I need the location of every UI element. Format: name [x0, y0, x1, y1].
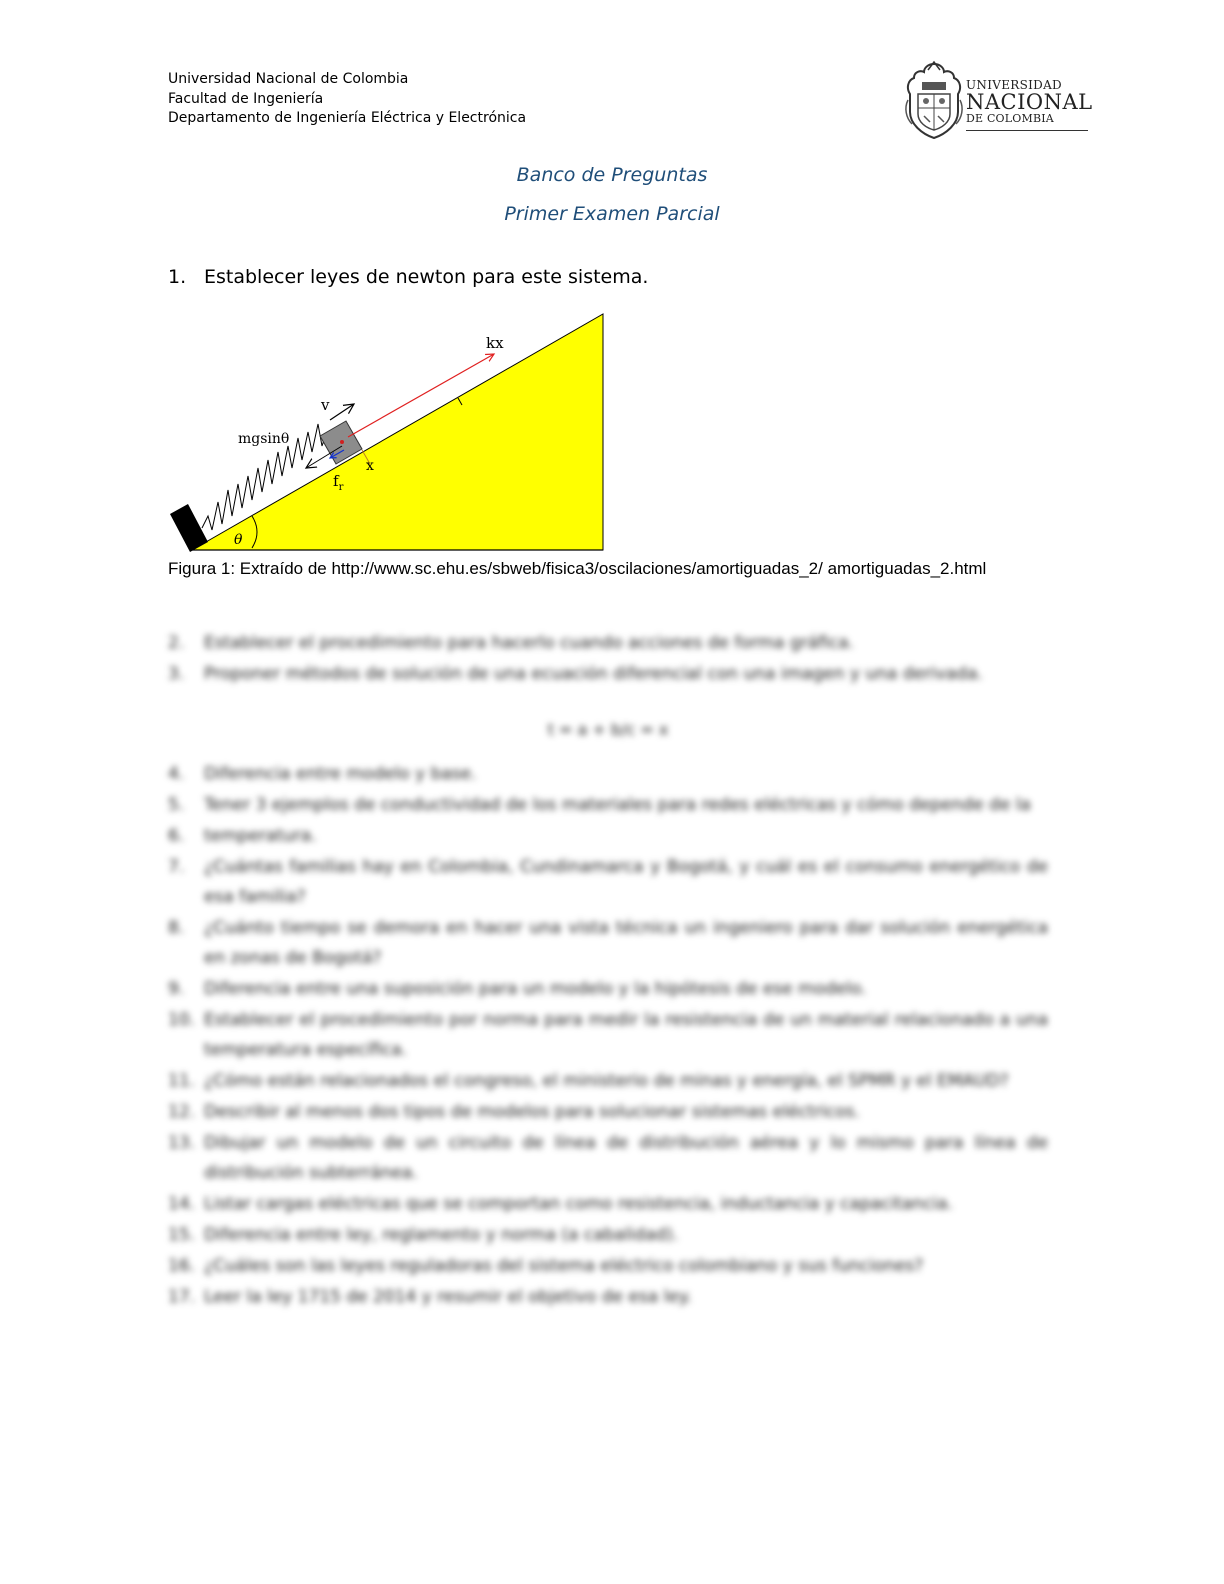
- logo-underline: [966, 130, 1088, 131]
- department-name: Departamento de Ingeniería Eléctrica y Electrónica: [168, 110, 527, 126]
- document-subtitle: Primer Examen Parcial: [504, 203, 720, 225]
- list-item: 16. ¿Cuáles son las leyes reguladoras del sistema eléctrico colombiano y sus funciones?: [168, 1256, 924, 1276]
- logo-text-nacional: NACIONAL: [966, 90, 1093, 114]
- list-item: 5. Tener 3 ejemplos de conductividad de los materiales para redes eléctricas y cómo depende de la: [168, 795, 1031, 815]
- list-item: 13. Dibujar un modelo de un circuito de línea de distribución aérea y lo mismo para línea de distribución subterránea.: [168, 1133, 1048, 1183]
- list-item: 2. Establecer el procedimiento para hacerlo cuando acciones de forma gráfica.: [168, 633, 854, 653]
- blurred-question-list: [168, 628, 1048, 1313]
- figure-1: [166, 310, 606, 558]
- label-kx: kx: [486, 334, 504, 352]
- velocity-arrow: [330, 404, 354, 420]
- list-item: 8. ¿Cuánto tiempo se demora en hacer una vista técnica un ingeniero para dar solución energética en zonas de Bogotá?: [168, 918, 1048, 968]
- logo-text-de-colombia: DE COLOMBIA: [966, 112, 1054, 125]
- question-text: Establecer leyes de newton para este sistema.: [204, 266, 649, 288]
- incline-diagram: [166, 310, 606, 554]
- university-crest-icon: [902, 60, 966, 140]
- list-item: 3. Proponer métodos de solución de una ecuación diferencial con una imagen y una derivada.: [168, 664, 983, 684]
- question-1: [168, 266, 648, 288]
- list-item: 6. temperatura.: [168, 826, 317, 846]
- figure-caption: Figura 1: Extraído de http://www.sc.ehu.es/sbweb/fisica3/oscilaciones/amortiguadas_2/ amortiguadas_2.html: [168, 559, 987, 578]
- document-title: Banco de Preguntas: [516, 164, 708, 186]
- label-x: x: [366, 458, 374, 474]
- institution-header: [168, 70, 526, 129]
- logo-text-universidad: UNIVERSIDAD: [966, 78, 1062, 92]
- label-mgsin: mgsinθ: [238, 431, 290, 447]
- list-item: 7. ¿Cuántas familias hay en Colombia, Cundinamarca y Bogotá, y cuál es el consumo energético de esa familia?: [168, 857, 1048, 907]
- list-item: 14. Listar cargas eléctricas que se comportan como resistencia, inductancia y capacitancia.: [168, 1194, 953, 1214]
- list-item: 15. Diferencia entre ley, reglamento y norma (a cabalidad).: [168, 1225, 679, 1245]
- label-v: v: [321, 396, 330, 414]
- label-theta: θ: [234, 532, 243, 548]
- university-logo: [900, 58, 1092, 142]
- list-item: 9. Diferencia entre una suposición para un modelo y la hipótesis de ese modelo.: [168, 979, 867, 999]
- list-item: 10. Establecer el procedimiento por norma para medir la resistencia de un material relacionado a una temperatura específica.: [168, 1010, 1048, 1060]
- label-fr: $f_r$: [333, 472, 344, 493]
- list-item: 12. Describir al menos dos tipos de modelos para solucionar sistemas eléctricos.: [168, 1102, 860, 1122]
- list-item: 11. ¿Cómo están relacionados el congreso, el ministerio de minas y energía, el SPMR y el EMAUD?: [168, 1071, 1009, 1091]
- university-name: Universidad Nacional de Colombia: [168, 71, 409, 87]
- faculty-name: Facultad de Ingeniería: [168, 90, 324, 107]
- question-number: 1.: [168, 266, 187, 288]
- list-item: 17. Leer la ley 1715 de 2014 y resumir el objetivo de esa ley.: [168, 1287, 692, 1307]
- mass-center-dot: [340, 440, 344, 444]
- list-item: 4. Diferencia entre modelo y base.: [168, 764, 477, 784]
- blurred-formula: t = a + b/c = x: [547, 720, 669, 739]
